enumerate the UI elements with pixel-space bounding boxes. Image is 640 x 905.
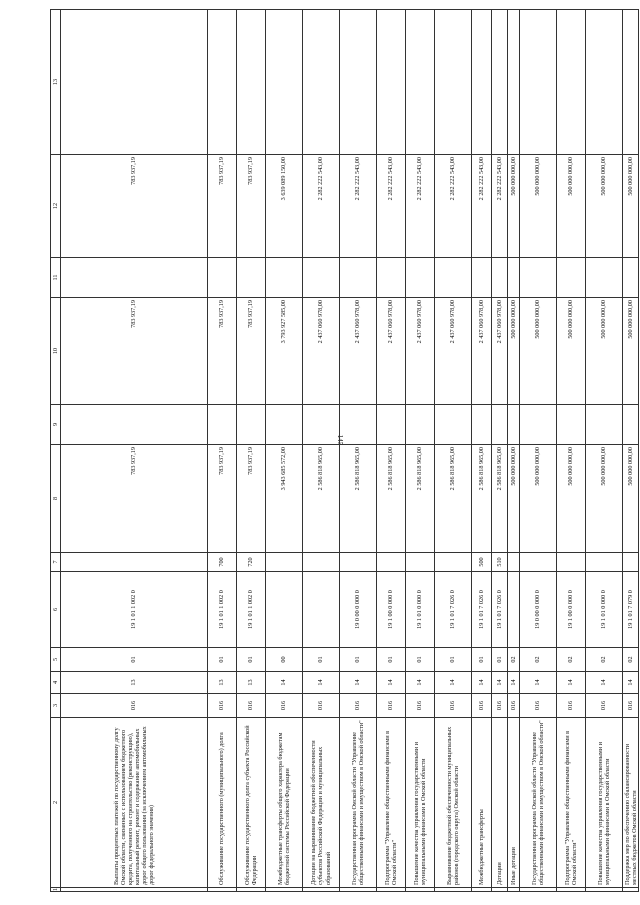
admin-code-cell: 016 [586,694,623,718]
admin-code-cell: 016 [623,694,639,718]
amount-cell: 2 437 060 978,00 [492,298,508,405]
empty-cell [377,10,406,155]
item-name-cell: Межбюджетные трансферты [472,718,492,888]
amount-cell: 2 282 222 543,00 [406,155,435,258]
section-code-cell: 14 [520,672,557,694]
target-article-cell: 19 1 01 0 000 0 [586,572,623,648]
row-index-cell [208,888,237,892]
target-article-cell: 19 1 01 7 026 0 [492,572,508,648]
target-article-cell: 19 1 01 1 002 0 [61,572,208,648]
amount-cell: 783 937,19 [237,298,266,405]
expense-type-cell [303,553,340,572]
row-index-cell [623,888,639,892]
header-cell: 2 [51,718,61,888]
amount-cell: 2 282 222 543,00 [303,155,340,258]
expense-type-cell [557,553,586,572]
empty-cell [623,405,639,445]
row-index-cell [508,888,520,892]
item-name-cell: Подпрограмма "Управление общественными финансами в Омской области" [557,718,586,888]
empty-cell [406,258,435,298]
section-code-cell: 14 [492,672,508,694]
row-index-cell [266,888,303,892]
item-name-cell: Государственная программа Омской области "Управление общественными финансами и имуществом в Омской области" [340,718,377,888]
row-index-cell [586,888,623,892]
budget-table [50,9,639,892]
item-name-cell: Дотации на выравнивание бюджетной обеспеченности субъектов Российской Федерации и муниципальных образований [303,718,340,888]
target-article-cell: 19 1 01 1 002 0 [208,572,237,648]
empty-cell [557,10,586,155]
row-index-cell [61,888,208,892]
admin-code-cell: 016 [266,694,303,718]
admin-code-cell: 016 [377,694,406,718]
document-sheet [50,10,638,892]
admin-code-cell: 016 [208,694,237,718]
target-article-cell: 19 0 00 0 000 0 [520,572,557,648]
amount-cell: 2 586 818 965,00 [340,445,377,553]
amount-cell: 2 282 222 543,00 [472,155,492,258]
expense-type-cell [377,553,406,572]
header-cell: 13 [51,10,61,155]
section-code-cell: 14 [435,672,472,694]
admin-code-cell: 016 [61,694,208,718]
admin-code-cell: 016 [237,694,266,718]
empty-cell [508,405,520,445]
table-row [208,10,237,892]
target-article-cell: 19 1 01 7 079 0 [623,572,639,648]
amount-cell: 500 000 000,00 [508,298,520,405]
empty-cell [492,258,508,298]
amount-cell: 2 437 060 978,00 [435,298,472,405]
subsection-code-cell: 01 [435,648,472,672]
subsection-code-cell: 02 [623,648,639,672]
table-row [61,10,208,892]
target-article-cell [508,572,520,648]
empty-cell [492,10,508,155]
amount-cell: 3 943 685 572,00 [266,445,303,553]
amount-cell: 500 000 000,00 [520,445,557,553]
expense-type-cell [623,553,639,572]
subsection-code-cell: 01 [61,648,208,672]
item-name-cell: Выплаты процентных платежей по государственному долгу Омской области, связанных с использованием бюджетного кредита, полученного на строительство (реконструкцию), капитальный ремонт, ремонт и содержание автомобильных дорог общего пользования (за исключением автомобильных дорог федерального значения) [61,718,208,888]
amount-cell: 2 437 060 978,00 [340,298,377,405]
target-article-cell [303,572,340,648]
amount-cell: 3 639 089 150,00 [266,155,303,258]
empty-cell [508,258,520,298]
amount-cell: 500 000 000,00 [520,155,557,258]
section-code-cell: 14 [557,672,586,694]
header-cell: 12 [51,155,61,258]
empty-cell [61,10,208,155]
expense-type-cell [508,553,520,572]
header-cell: 5 [51,648,61,672]
empty-cell [237,258,266,298]
target-article-cell: 19 1 00 0 000 0 [557,572,586,648]
rotated-table-wrapper [50,10,638,892]
empty-cell [303,10,340,155]
table-row [340,10,377,892]
expense-type-cell: 720 [237,553,266,572]
amount-cell: 2 437 060 978,00 [472,298,492,405]
section-code-cell: 14 [377,672,406,694]
amount-cell: 2 586 818 965,00 [406,445,435,553]
subsection-code-cell: 01 [406,648,435,672]
amount-cell: 500 000 000,00 [623,298,639,405]
expense-type-cell [266,553,303,572]
expense-type-cell [406,553,435,572]
admin-code-cell: 016 [557,694,586,718]
empty-cell [472,405,492,445]
section-code-cell: 14 [303,672,340,694]
subsection-code-cell: 01 [472,648,492,672]
empty-cell [472,258,492,298]
amount-cell: 2 437 060 978,00 [303,298,340,405]
section-code-cell: 13 [61,672,208,694]
empty-cell [208,258,237,298]
table-row [303,10,340,892]
amount-cell: 2 437 060 978,00 [377,298,406,405]
table-row [492,10,508,892]
header-row [51,10,61,892]
empty-cell [266,10,303,155]
target-article-cell: 19 1 00 0 000 0 [377,572,406,648]
amount-cell: 500 000 000,00 [623,155,639,258]
empty-cell [623,10,639,155]
item-name-cell: Межбюджетные трансферты общего характера бюджетам бюджетной системы Российской Федерации [266,718,303,888]
empty-cell [340,258,377,298]
target-article-cell: 19 1 01 7 026 0 [435,572,472,648]
table-row [557,10,586,892]
admin-code-cell: 016 [303,694,340,718]
item-name-cell: Дотации [492,718,508,888]
target-article-cell: 19 1 01 0 000 0 [406,572,435,648]
amount-cell: 783 937,19 [61,445,208,553]
empty-cell [435,10,472,155]
empty-cell [557,258,586,298]
amount-cell: 783 937,19 [61,298,208,405]
empty-cell [472,10,492,155]
row-index-cell [340,888,377,892]
admin-code-cell: 016 [340,694,377,718]
empty-cell [237,10,266,155]
row-index-cell [237,888,266,892]
amount-cell: 500 000 000,00 [623,445,639,553]
subsection-code-cell: 01 [303,648,340,672]
subsection-code-cell: 02 [508,648,520,672]
amount-cell: 3 793 927 585,00 [266,298,303,405]
section-code-cell: 13 [237,672,266,694]
amount-cell: 2 586 818 965,00 [435,445,472,553]
table-row [377,10,406,892]
empty-cell [208,405,237,445]
empty-cell [61,405,208,445]
amount-cell: 783 937,19 [61,155,208,258]
table-row [586,10,623,892]
amount-cell: 2 282 222 543,00 [492,155,508,258]
row-index-cell [406,888,435,892]
amount-cell: 2 437 060 978,00 [406,298,435,405]
subsection-code-cell: 02 [520,648,557,672]
header-cell: 3 [51,694,61,718]
empty-cell [208,10,237,155]
amount-cell: 500 000 000,00 [586,298,623,405]
empty-cell [303,258,340,298]
section-code-cell: 14 [586,672,623,694]
empty-cell [340,405,377,445]
header-cell: 7 [51,553,61,572]
row-index-cell [377,888,406,892]
amount-cell: 500 000 000,00 [557,445,586,553]
target-article-cell: 19 1 01 7 026 0 [472,572,492,648]
admin-code-cell: 016 [435,694,472,718]
empty-cell [237,405,266,445]
amount-cell: 500 000 000,00 [508,155,520,258]
empty-cell [377,405,406,445]
section-code-cell: 14 [266,672,303,694]
expense-type-cell [520,553,557,572]
header-cell: 10 [51,298,61,405]
section-code-cell: 13 [208,672,237,694]
item-name-cell: Обслуживание государственного (муниципального) долга [208,718,237,888]
item-name-cell: Повышение качества управления государственными и муниципальными финансами в Омской области [586,718,623,888]
expense-type-cell: 500 [472,553,492,572]
amount-cell: 2 586 818 965,00 [472,445,492,553]
subsection-code-cell: 01 [340,648,377,672]
admin-code-cell: 016 [508,694,520,718]
table-row [406,10,435,892]
empty-cell [406,405,435,445]
table-row [623,10,639,892]
amount-cell: 783 937,19 [208,298,237,405]
header-cell: 6 [51,572,61,648]
table-row [266,10,303,892]
subsection-code-cell: 02 [557,648,586,672]
subsection-code-cell: 01 [492,648,508,672]
table-row [508,10,520,892]
subsection-code-cell: 01 [208,648,237,672]
page-number: 145 [336,434,344,446]
header-cell: 1 [51,887,59,891]
empty-cell [377,258,406,298]
expense-type-cell [61,553,208,572]
row-index-cell [557,888,586,892]
amount-cell: 2 586 818 965,00 [492,445,508,553]
empty-cell [508,10,520,155]
empty-cell [586,10,623,155]
target-article-cell [266,572,303,648]
amount-cell: 500 000 000,00 [557,298,586,405]
empty-cell [557,405,586,445]
header-cell: 11 [51,258,61,298]
item-name-cell: Государственная программа Омской области "Управление общественными финансами и имуществом в Омской области" [520,718,557,888]
amount-cell: 2 282 222 543,00 [340,155,377,258]
amount-cell: 500 000 000,00 [586,445,623,553]
section-code-cell: 14 [340,672,377,694]
item-name-cell: Повышение качества управления государственными и муниципальными финансами в Омской области [406,718,435,888]
expense-type-cell [586,553,623,572]
admin-code-cell: 016 [406,694,435,718]
empty-cell [340,10,377,155]
header-cell: 4 [51,672,61,694]
item-name-cell: Подпрограмма "Управление общественными финансами в Омской области" [377,718,406,888]
table-row [472,10,492,892]
table-row [435,10,472,892]
amount-cell: 500 000 000,00 [557,155,586,258]
empty-cell [266,405,303,445]
amount-cell: 2 282 222 543,00 [435,155,472,258]
table-row [520,10,557,892]
amount-cell: 2 586 818 965,00 [303,445,340,553]
row-index-cell [303,888,340,892]
subsection-code-cell: 01 [237,648,266,672]
empty-cell [623,258,639,298]
section-code-cell: 14 [508,672,520,694]
section-code-cell: 14 [406,672,435,694]
amount-cell: 2 282 222 543,00 [377,155,406,258]
section-code-cell: 14 [472,672,492,694]
row-index-cell [492,888,508,892]
header-cell: 8 [51,445,61,553]
item-name-cell: Выравнивание бюджетной обеспеченности муниципальных районов (городского округа) Омской области [435,718,472,888]
amount-cell: 783 937,19 [208,155,237,258]
row-index-cell [472,888,492,892]
amount-cell: 500 000 000,00 [520,298,557,405]
amount-cell: 500 000 000,00 [508,445,520,553]
table-row [237,10,266,892]
empty-cell [61,258,208,298]
expense-type-cell [435,553,472,572]
subsection-code-cell: 01 [377,648,406,672]
target-article-cell: 19 0 00 0 000 0 [340,572,377,648]
expense-type-cell: 700 [208,553,237,572]
admin-code-cell: 016 [492,694,508,718]
admin-code-cell: 016 [520,694,557,718]
item-name-cell: Поддержка мер по обеспечению сбалансированности местных бюджетов Омской области [623,718,639,888]
header-cell: 9 [51,405,61,445]
amount-cell: 2 586 818 965,00 [377,445,406,553]
amount-cell: 783 937,19 [237,445,266,553]
item-name-cell: Обслуживание государственного долга субъекта Российской Федерации [237,718,266,888]
expense-type-cell: 510 [492,553,508,572]
subsection-code-cell: 00 [266,648,303,672]
item-name-cell: Иные дотации [508,718,520,888]
empty-cell [435,258,472,298]
empty-cell [586,405,623,445]
empty-cell [435,405,472,445]
amount-cell: 783 937,19 [208,445,237,553]
empty-cell [520,405,557,445]
empty-cell [520,10,557,155]
empty-cell [520,258,557,298]
row-index-cell [520,888,557,892]
row-index-cell [435,888,472,892]
empty-cell [492,405,508,445]
amount-cell: 500 000 000,00 [586,155,623,258]
subsection-code-cell: 02 [586,648,623,672]
empty-cell [266,258,303,298]
empty-cell [303,405,340,445]
amount-cell: 783 937,19 [237,155,266,258]
target-article-cell: 19 1 01 1 002 0 [237,572,266,648]
empty-cell [586,258,623,298]
section-code-cell: 14 [623,672,639,694]
admin-code-cell: 016 [472,694,492,718]
empty-cell [406,10,435,155]
expense-type-cell [340,553,377,572]
